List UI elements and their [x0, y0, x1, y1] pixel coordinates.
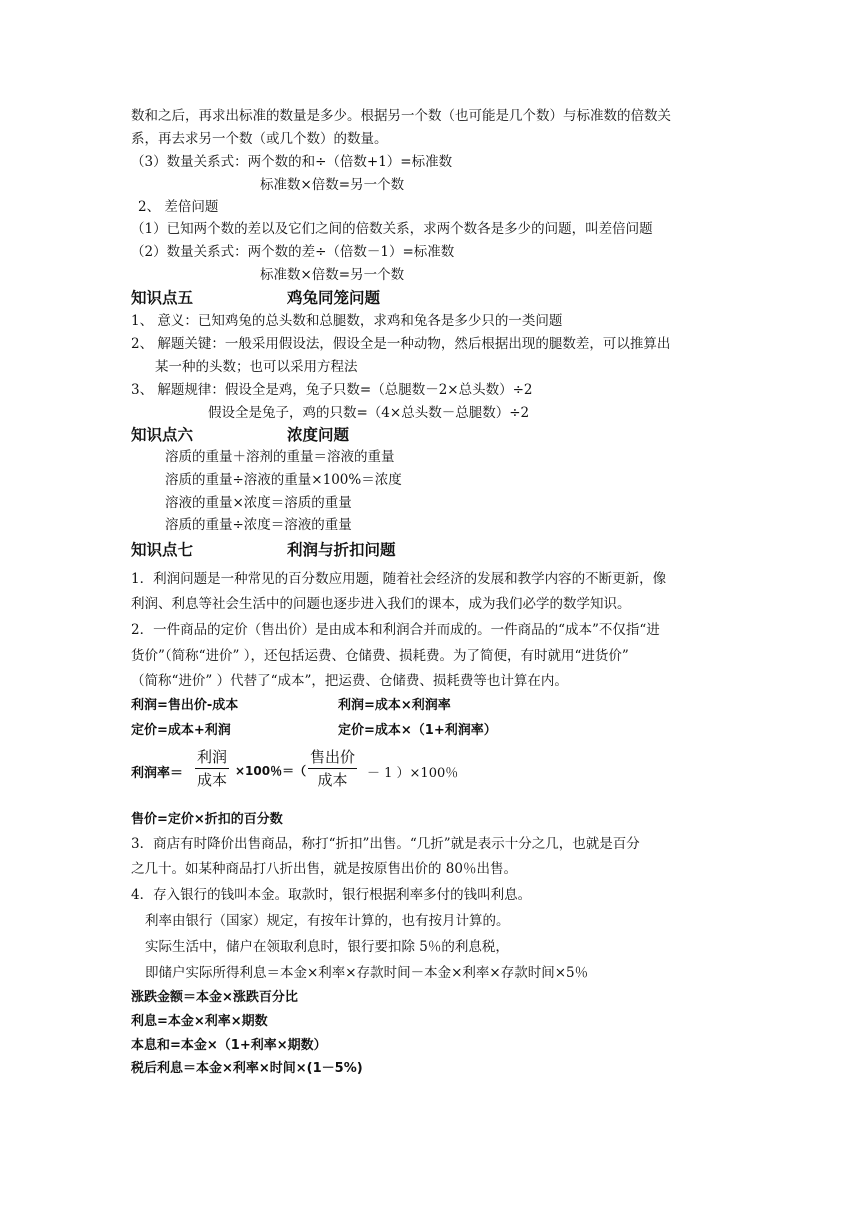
- formula-profit: 利润=售出价-成本: [131, 698, 239, 713]
- section-6-line-2: 溶质的重量÷溶液的重量×100%＝浓度: [165, 472, 402, 488]
- section-6-line-3: 溶液的重量×浓度＝溶质的重量: [165, 495, 352, 511]
- section-5-line-3: 某一种的头数；也可以采用方程法: [155, 359, 358, 375]
- intro-formula-2: 标准数×倍数=另一个数: [260, 177, 405, 193]
- section-7-para-3b: 之几十。如某种商品打八折出售，就是按原售出价的 80％出售。: [131, 861, 517, 877]
- fraction-1-numerator: 利润: [195, 746, 229, 769]
- fraction-2-numerator: 售出价: [308, 746, 357, 769]
- formula-times-100: ×100％＝（: [235, 764, 307, 778]
- section-5-title: 鸡兔同笼问题: [287, 289, 381, 307]
- section-6-line-1: 溶质的重量＋溶剂的重量＝溶液的重量: [165, 449, 395, 465]
- section-6-line-4: 溶质的重量÷浓度＝溶液的重量: [165, 517, 352, 533]
- section-7-para-1b: 利润、利息等社会生活中的问题也逐步进入我们的课本，成为我们必学的数学知识。: [131, 596, 631, 612]
- formula-change-amount: 涨跌金额＝本金×涨跌百分比: [131, 990, 298, 1005]
- section-7-para-4a: 4．存入银行的钱叫本金。取款时，银行根据利率多付的钱叫利息。: [131, 887, 532, 903]
- formula-interest: 利息=本金×利率×期数: [131, 1014, 268, 1029]
- section-7-number: 知识点七: [131, 541, 194, 559]
- intro-formula-1: （3）数量关系式：两个数的和÷（倍数+1）=标准数: [131, 154, 453, 170]
- section-5-line-4: 3、 解题规律：假设全是鸡，兔子只数=（总腿数－2×总头数）÷2: [131, 382, 533, 398]
- section-7-para-4b: 利率由银行（国家）规定，有按年计算的，也有按月计算的。: [145, 913, 510, 929]
- fraction-2-denominator: 成本: [317, 771, 348, 789]
- section-5-line-5: 假设全是兔子，鸡的只数=（4×总头数－总腿数）÷2: [208, 405, 530, 421]
- formula-principal-interest: 本息和=本金×（1+利率×期数）: [131, 1038, 327, 1053]
- section-6-number: 知识点六: [131, 426, 194, 444]
- formula-profit-rate: 利润=成本×利润率: [338, 698, 451, 713]
- section-7-para-1a: 1．利润问题是一种常见的百分数应用题，随着社会经济的发展和教学内容的不断更新，像: [131, 571, 667, 587]
- formula-tail: － 1 ）×100％: [367, 766, 459, 781]
- fraction-price-cost: [308, 746, 357, 791]
- section-7-para-3a: 3．商店有时降价出售商品，称打“折扣”出售。“几折”就是表示十分之几，也就是百分: [131, 836, 640, 852]
- formula-sale-price: 售价=定价×折扣的百分数: [131, 812, 283, 827]
- section-7-para-2c: （简称“进价” ）代替了“成本”，把运费、仓储费、损耗费等也计算在内。: [131, 673, 568, 689]
- section-7-para-4d: 即储户实际所得利息＝本金×利率×存款时间－本金×利率×存款时间×5％: [145, 965, 589, 981]
- fraction-1-denominator: 成本: [197, 771, 228, 789]
- formula-after-tax-interest: 税后利息＝本金×利率×时间×(1－5%): [131, 1061, 363, 1076]
- diff-multiple-title: 2、 差倍问题: [138, 199, 219, 215]
- formula-price-rate: 定价=成本×（1+利润率）: [338, 723, 497, 738]
- section-5-line-2: 2、 解题关键：一般采用假设法，假设全是一种动物，然后根据出现的腿数差，可以推算出: [131, 336, 671, 352]
- diff-multiple-line-1: （1）已知两个数的差以及它们之间的倍数关系，求两个数各是多少的问题，叫差倍问题: [131, 221, 653, 237]
- formula-label: 利润率＝: [131, 766, 184, 781]
- diff-multiple-line-2: （2）数量关系式：两个数的差÷（倍数－1）=标准数: [131, 244, 455, 260]
- formula-price: 定价=成本+利润: [131, 723, 231, 738]
- section-5-line-1: 1、 意义：已知鸡兔的总头数和总腿数，求鸡和兔各是多少只的一类问题: [131, 313, 563, 329]
- intro-line-2: 系，再去求另一个数（或几个数）的数量。: [131, 131, 388, 147]
- section-5-number: 知识点五: [131, 289, 194, 307]
- section-6-title: 浓度问题: [287, 426, 350, 444]
- section-7-para-2b: 货价”（简称“进价” ），还包括运费、仓储费、损耗费。为了简便，有时就用“进货价”: [131, 648, 629, 664]
- section-7-para-4c: 实际生活中，储户在领取利息时，银行要扣除 5％的利息税，: [145, 939, 509, 955]
- fraction-profit-cost: [195, 746, 229, 791]
- intro-line-1: 数和之后，再求出标准的数量是多少。根据另一个数（也可能是几个数）与标准数的倍数关: [131, 108, 671, 124]
- section-7-title: 利润与折扣问题: [287, 541, 396, 559]
- diff-multiple-line-3: 标准数×倍数=另一个数: [260, 267, 405, 283]
- section-7-para-2a: 2．一件商品的定价（售出价）是由成本和利润合并而成的。一件商品的“成本”不仅指“进: [131, 622, 660, 638]
